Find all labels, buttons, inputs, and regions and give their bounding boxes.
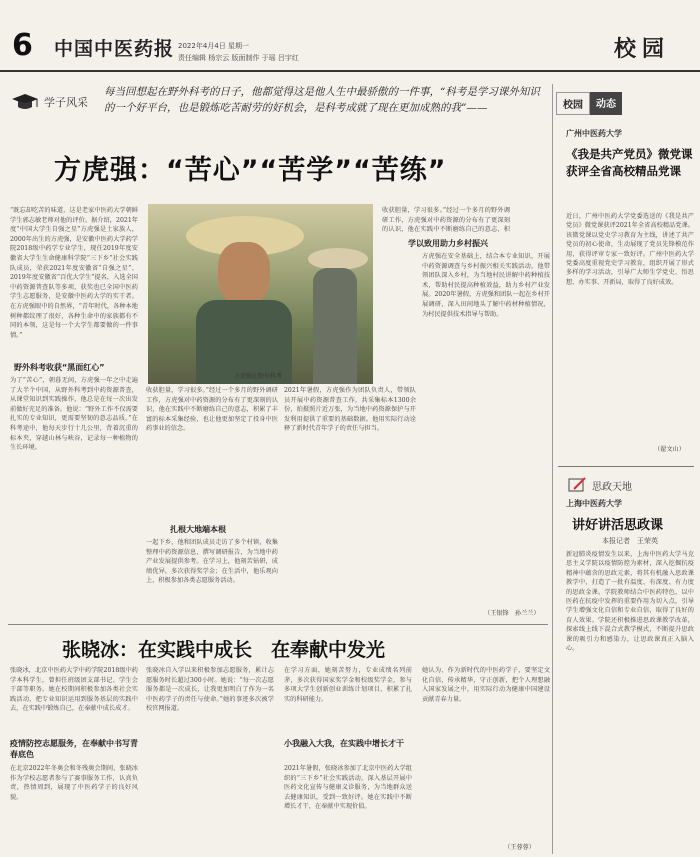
page-number: 6 bbox=[12, 28, 33, 63]
sidebar-column-tag bbox=[568, 476, 632, 494]
section-title: 校园 bbox=[614, 37, 671, 62]
sidebar-divider bbox=[552, 84, 553, 854]
masthead bbox=[0, 0, 700, 72]
issue-date: 2022年4月4日 星期一 bbox=[178, 42, 249, 50]
article-headline: 方虎强：“苦心”“苦学”“苦练” bbox=[54, 155, 447, 186]
article-column-1b: 为了“苦心”，朝暮无间，方虎强一年之中走遍了大半个中国，从野外科考到中药资源普查，从课堂知识到实践操作，他总是在每一次出发前做好充足的准备。他说：“野外工作不仅需要扎实的专业知识，更需要坚韧的意志品质。”在科考途中，他每天步行十几公里，背着沉重的标本夹，穿越山林与峡谷，记录每一种植物的生长环境。 bbox=[10, 377, 138, 452]
article-column-2b: 一起下乡，他和团队成员走访了多个村镇，收集整理中药资源信息，撰写调研报告，为当地中药产业发展提供参考。在学习上，他刻苦钻研，成绩优异，多次获得奖学金；在生活中，他乐观向上，积极参加各类志愿服务活动。 bbox=[146, 539, 278, 585]
sidebar-byline-2: 本报记者 王荣英 bbox=[602, 537, 658, 545]
article-subhead-2: 学以致用助力乡村振兴 bbox=[408, 239, 488, 248]
sidebar-column-tag-label: 思政天地 bbox=[592, 481, 632, 493]
article2-subhead-1: 疫情防控志愿服务，在奉献中书写青春底色 bbox=[10, 739, 138, 759]
pen-icon bbox=[568, 476, 588, 494]
article-column-4-top: 收获胆量，学习很多。”经过一个多月的野外调研工作，方虎强对中药资源的分布有了更深刻的认识，他在实践中不断磨练自己的意志，积 bbox=[382, 207, 510, 234]
article2-column-1: 张晓冰，北京中医药大学中药学院2018级中药学本科学生，曾担任班级团支部书记、学生会干部等职务。她在校期间积极参加各类社会实践活动，把专业知识运用到服务基层的实践中去，在实践中锻炼自己，在奉献中成长成才。 bbox=[10, 667, 138, 713]
article2-headline: 张晓冰：在实践中成长 在奉献中发光 bbox=[62, 639, 386, 661]
sidebar-separator bbox=[558, 466, 694, 467]
article2-column-3b: 2021年暑假，张晓冰参加了北京中医药大学组织的“三下乡”社会实践活动，深入基层开展中医药文化宣传与健康义诊服务，为当地群众送去健康知识，受到一致好评。她在实践中不断增长才干，在奉献中实现价值。 bbox=[284, 765, 412, 811]
column-tag bbox=[10, 92, 88, 112]
tab-campus: 校园 bbox=[556, 92, 590, 115]
article-byline: （王银锋 孙兰兰） bbox=[484, 610, 540, 617]
article2-column-2: 张晓冰自入学以来积极参加志愿服务，累计志愿服务时长超过300小时。她说：“每一次志愿服务都是一次成长，让我更加明白了作为一名中医药学子的责任与使命。”她的事迹多次被学校官网报道。 bbox=[146, 667, 274, 713]
student-photo bbox=[148, 204, 373, 384]
editor-credits: 责任编辑 杨宗云 版面制作 于瑶 吕宇红 bbox=[178, 54, 299, 62]
sidebar-tabs bbox=[556, 92, 622, 115]
sidebar-title-2: 讲好讲活思政课 bbox=[572, 518, 664, 533]
article2-column-4: 她认为，作为新时代的中医药学子，要坚定文化自信，传承精华，守正创新，把个人理想融入国家发展之中，用实际行动为健康中国建设贡献青春力量。 bbox=[422, 667, 550, 703]
photo-caption: 方虎强在野外科考 bbox=[234, 373, 283, 380]
article-subhead-3: 扎根大地端本根 bbox=[170, 525, 226, 534]
sidebar-title-1: 《我是共产党员》微党课获评全省高校精品党课 bbox=[566, 147, 693, 178]
issue-info bbox=[178, 40, 299, 64]
photo-face bbox=[218, 242, 270, 304]
graduation-cap-icon bbox=[10, 92, 40, 112]
paper-logo: 中国中医药报 bbox=[54, 38, 175, 60]
photo-body-2 bbox=[313, 268, 357, 384]
article-column-3: 2021年暑假，方虎强作为团队负责人，带领队员开展中药资源普查工作，共采集标本1300余份，拍摄照片近万张，为当地中药资源保护与开发利用提供了重要的基础数据。他用实际行动诠释了新时代青年学子的责任与担当。 bbox=[284, 387, 416, 433]
column-tag-label: 学子风采 bbox=[44, 96, 88, 109]
article-intro: 每当回想起在野外科考的日子，他都觉得这是他人生中最骄傲的一件事，“科考是学习课外知识的一个好平台，也是锻炼吃苦耐劳的好机会，是科考成就了现在更加成熟的我”—— bbox=[104, 86, 540, 114]
sidebar-org-2: 上海中医药大学 bbox=[566, 498, 622, 508]
section-divider bbox=[8, 624, 548, 625]
sidebar-org-1: 广州中医药大学 bbox=[566, 128, 622, 138]
article-column-1: “既忘却吃苦的味道，这是老家中医药大学朝鲜学生郭志敏老师对他的评价。据介绍，2021年度“中国大学生自强之星”方虎强是土家族人，2000年出生的方虎强，是安徽中医药大学药学院2018级中药学专业学生，现任2019年度安徽省大学生生命健康科学院“三下乡”社会实践队成员，荣获2021年度安徽省“自强之星”、2019年度安徽省“百优大学生”提名，入选全国中药资源普查队等多项，获奖也已全国中医药学生志愿服务，是安徽中医药大学的实干者。在方虎强眼中的自然界，“青年时代，各种本地树种都纹理了很好，各种生命中的家族都有不同的本领，这是每一个大学生都要做的一件事情。” bbox=[10, 207, 138, 339]
article2-byline: （王蓉蓉） bbox=[504, 844, 535, 851]
tab-news: 动态 bbox=[590, 92, 622, 115]
article2-column-3: 在学习方面，她刻苦努力，专业成绩名列前茅，多次获得国家奖学金和校级奖学金，参与多项大学生创新创业训练计划项目，积累了扎实的科研能力。 bbox=[284, 667, 412, 703]
article-column-4: 方虎强在安全基础上，结合本专业知识，开展中药资源调查与乡村振兴相关实践活动，他带领团队深入乡村，为当地村民讲解中药种植技术，帮助村民提高种植效益，助力乡村产业发展。2020年暑假，方虎强和团队一起在乡村开展调研，深入田间地头了解中药材种植情况，为村民提供技术指导与帮助。 bbox=[422, 253, 550, 318]
sidebar-body-2: 新冠肺炎疫情发生以来，上海中医药大学马克思主义学院以疫情防控为素材，深入挖掘抗疫精神中蕴含的思政元素，将其有机融入思政课教学中，打造了一批有温度、有深度、有力度的思政金课。学院教师结合中医药特色，以中医药在抗疫中发挥的重要作用为切入点，引导学生增强文化自信和专业自信，取得了良好的育人效果。学院还积极推进思政课教学改革，探索线上线下混合式教学模式，不断提升思政课的吸引力和感染力，让思政课真正入脑入心。 bbox=[566, 551, 694, 653]
article2-column-1b: 在北京2022年冬奥会和冬残奥会期间，张晓冰作为学校志愿者参与了赛事服务工作，认真负责，热情周到，展现了中医药学子的良好风貌。 bbox=[10, 765, 138, 801]
sidebar-author-1: （翟文山） bbox=[654, 446, 685, 453]
article2-subhead-2: 小我融入大我，在实践中增长才干 bbox=[284, 739, 404, 748]
sidebar-body-1: 近日，广州中医药大学党委选送的《我是共产党员》微党课获评2021年全省高校精品党课。该微党课以党史学习教育为主线，讲述了共产党员的初心使命，生动展现了党员先锋模范作用，获得评审专家一致好评。广州中医药大学党委高度重视党史学习教育，组织开展了形式多样的学习活动，引导广大师生学党史、悟思想、办实事、开新局，取得了良好成效。 bbox=[566, 213, 694, 286]
photo-straw-hat-2 bbox=[308, 248, 368, 270]
article-subhead-1: 野外科考收获“黑面红心” bbox=[14, 363, 105, 372]
article-column-2: 收获胆量，学习很多。”经过一个多月的野外调研工作，方虎强对中药资源的分布有了更深刻的认识，他在实践中不断磨练自己的意志，积累了丰富的标本采集经验，也让他更加坚定了投身中医药事业的信念。 bbox=[146, 387, 278, 433]
